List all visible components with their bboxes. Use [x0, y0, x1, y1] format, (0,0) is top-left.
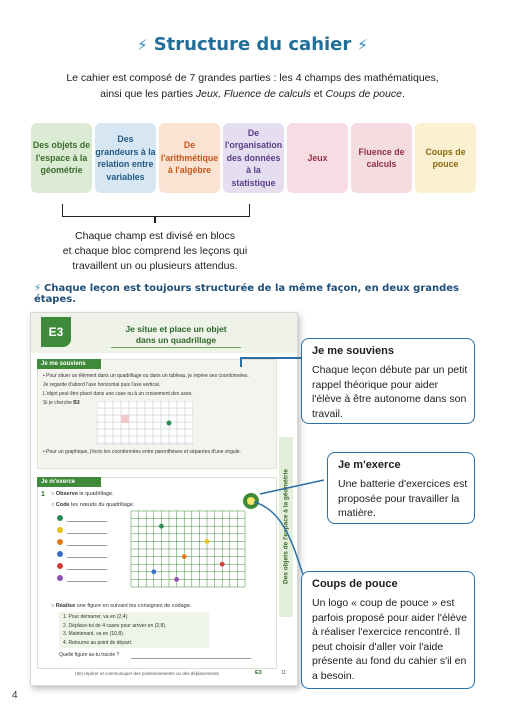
lesson-title-line: dans un quadrillage: [135, 335, 217, 345]
page-number: 4: [12, 690, 18, 701]
exercise-b-rest: les nœuds du quadrillage.: [69, 502, 135, 508]
legend-dot: [57, 551, 63, 557]
page-title-text: Structure du cahier: [153, 34, 352, 55]
exercise-a: ○ Observe le quadrillage.: [51, 491, 114, 497]
intro-italic-jeux: Jeux, Fluence de calculs: [195, 88, 311, 100]
exercise-b-verb: Code: [55, 502, 70, 508]
callout-title: Coups de pouce: [312, 578, 398, 590]
category-label: Des objets de l'espace à la géométrie: [32, 140, 91, 176]
page-title: [0, 34, 505, 55]
category-card: [95, 123, 156, 193]
brace-tick: [154, 216, 156, 223]
answer-line: [67, 521, 107, 522]
answer-line: [67, 557, 107, 558]
souviens-ref: B3: [73, 400, 80, 406]
grid-point: [220, 562, 225, 567]
exercise-grid: [123, 507, 253, 597]
legend-dot: [57, 515, 63, 521]
callout-souviens: [301, 338, 475, 424]
category-label: Jeux: [307, 152, 328, 163]
brace-line: Chaque champ est divisé en blocs: [75, 230, 235, 242]
lesson-code-badge: [41, 317, 71, 347]
grid-point: [205, 539, 210, 544]
exerce-tag-label: Je m'exerce: [41, 479, 76, 485]
grid-point: [151, 569, 156, 574]
souviens-tag-label: Je me souviens: [41, 361, 86, 367]
steps-box: [59, 612, 209, 648]
souviens-p4-text: Si je cherche: [43, 400, 72, 406]
category-label: Coups de pouce: [425, 146, 466, 169]
category-label: De l'arithmétique à l'algèbre: [160, 140, 219, 176]
souviens-p5: • Pour un graphique, j'écris les coordonnées entre parenthèses et séparées d'une virgule.: [43, 449, 241, 455]
category-label: Des grandeurs à la relation entre variables: [95, 134, 156, 182]
exercise-number: 1: [41, 491, 45, 498]
callout-body: Un logo « coup de pouce » est parfois proposé pour aider l'élève à réaliser l'exercice rencontré. Il peut choisir d'aller voir l'aide présente au fond du cahier s'il en a besoin.: [312, 597, 467, 682]
answer-line: [67, 533, 107, 534]
category-card: [287, 123, 348, 193]
step-item: 3. Maintenant, va en (10,8).: [63, 631, 125, 637]
callout-body: Une batterie d'exercices est proposée pour travailler la matière.: [338, 478, 468, 519]
category-card: [159, 123, 220, 193]
answer-line: [67, 581, 107, 582]
souviens-p3: L'objet peut être placé dans une case ou à un croisement des axes.: [43, 391, 193, 397]
exercise-c: ○ Réalise une figure en suivant les consignes de codage.: [51, 603, 192, 609]
step-item: 2. Déplace-toi de 4 cases pour arriver en (2,8).: [63, 622, 167, 629]
category-label: Fluence de calculs: [358, 146, 405, 169]
answer-line: [131, 658, 251, 659]
callout-title: Je me souviens: [312, 345, 394, 357]
lesson-footer-code: E3: [255, 670, 262, 676]
brace-line: et chaque bloc comprend les leçons qui: [62, 245, 248, 257]
callout-title: Je m'exerce: [338, 459, 401, 471]
exercise-c-verb: Réalise: [55, 603, 76, 609]
intro-line-2: [40, 86, 465, 102]
souviens-grid: [97, 401, 193, 445]
category-card: [31, 123, 92, 193]
exercise-a-rest: le quadrillage.: [77, 491, 114, 497]
connector-line: [240, 357, 302, 359]
step-item: 1. Pour démarrer, va en (2,4).: [63, 614, 129, 620]
souviens-bullet: • Pour situer un élément dans un quadrillage ou dans un tableau, je repère ses coordonnées.: [43, 373, 249, 379]
souviens-tag: [37, 359, 101, 369]
callout-pouce: [301, 571, 475, 689]
side-tab-label: Des objets de l'espace à la géométrie: [282, 469, 290, 584]
legend-dot: [57, 539, 63, 545]
exercise-a-verb: Observe: [55, 491, 78, 497]
exercise-c-rest: une figure en suivant les consignes de codage.: [75, 603, 192, 609]
answer-line: [67, 545, 107, 546]
intro-line-1: Le cahier est composé de 7 grandes parties : les 4 champs des mathématiques,: [66, 72, 439, 84]
legend-dot: [57, 563, 63, 569]
intro-italic-coups: Coups de pouce: [325, 88, 402, 100]
intro-text: [40, 70, 465, 102]
lightning-icon: ⚡: [34, 283, 42, 294]
grid-point: [174, 577, 179, 582]
brace: [62, 204, 250, 217]
brace-text: [40, 229, 270, 274]
step-item: 4. Retourne au point de départ.: [63, 639, 133, 646]
lesson-page-number: 11: [281, 670, 287, 676]
souviens-p1: Pour situer un élément dans un quadrillage ou dans un tableau, je repère ses coordonnées.: [46, 373, 249, 379]
grid-point: [182, 554, 187, 559]
exercise-question: Quelle figure as-tu tracée ?: [59, 652, 120, 658]
lesson-title: [91, 324, 261, 346]
category-label: De l'organisation des données à la statistique: [224, 127, 283, 188]
lead-label: Chaque leçon est toujours structurée de la même façon, en deux grandes étapes.: [34, 283, 460, 305]
intro-text-part: et: [310, 88, 326, 100]
callout-body: Chaque leçon débute par un petit rappel théorique pour aider l'élève à être autonome dans son travail.: [312, 364, 468, 420]
connector-line: [240, 357, 242, 367]
legend-dot: [57, 575, 63, 581]
exercise-b: ○ Code les nœuds du quadrillage.: [51, 502, 135, 508]
category-card: [223, 123, 284, 193]
intro-text-part: .: [401, 88, 405, 100]
brace-line: travaillent un ou plusieurs attendus.: [72, 260, 238, 272]
category-card: [351, 123, 412, 193]
connector-pouce: [252, 500, 312, 580]
grid-point: [159, 524, 164, 529]
lead-text: [34, 283, 484, 305]
lightning-icon: ⚡: [137, 36, 148, 54]
lesson-title-line: Je situe et place un objet: [125, 324, 227, 334]
answer-line: [67, 569, 107, 570]
callout-exerce: [327, 452, 475, 524]
souviens-p5-text: Pour un graphique, j'écris les coordonnées entre parenthèses et séparées d'une virgule.: [46, 449, 241, 455]
lesson-footer: (3e) repérer et communiquer des positionnements ou des déplacements: [75, 671, 219, 676]
exerce-tag: [37, 477, 101, 487]
lesson-title-underline: [111, 347, 241, 348]
lightning-icon: ⚡: [357, 36, 368, 54]
category-card: [415, 123, 476, 193]
lesson-code: E3: [48, 325, 64, 339]
souviens-p2: Je regarde d'abord l'axe horizontal puis l'axe vertical.: [43, 382, 161, 388]
legend-dot: [57, 527, 63, 533]
intro-text-part: ainsi que les parties: [100, 88, 196, 100]
